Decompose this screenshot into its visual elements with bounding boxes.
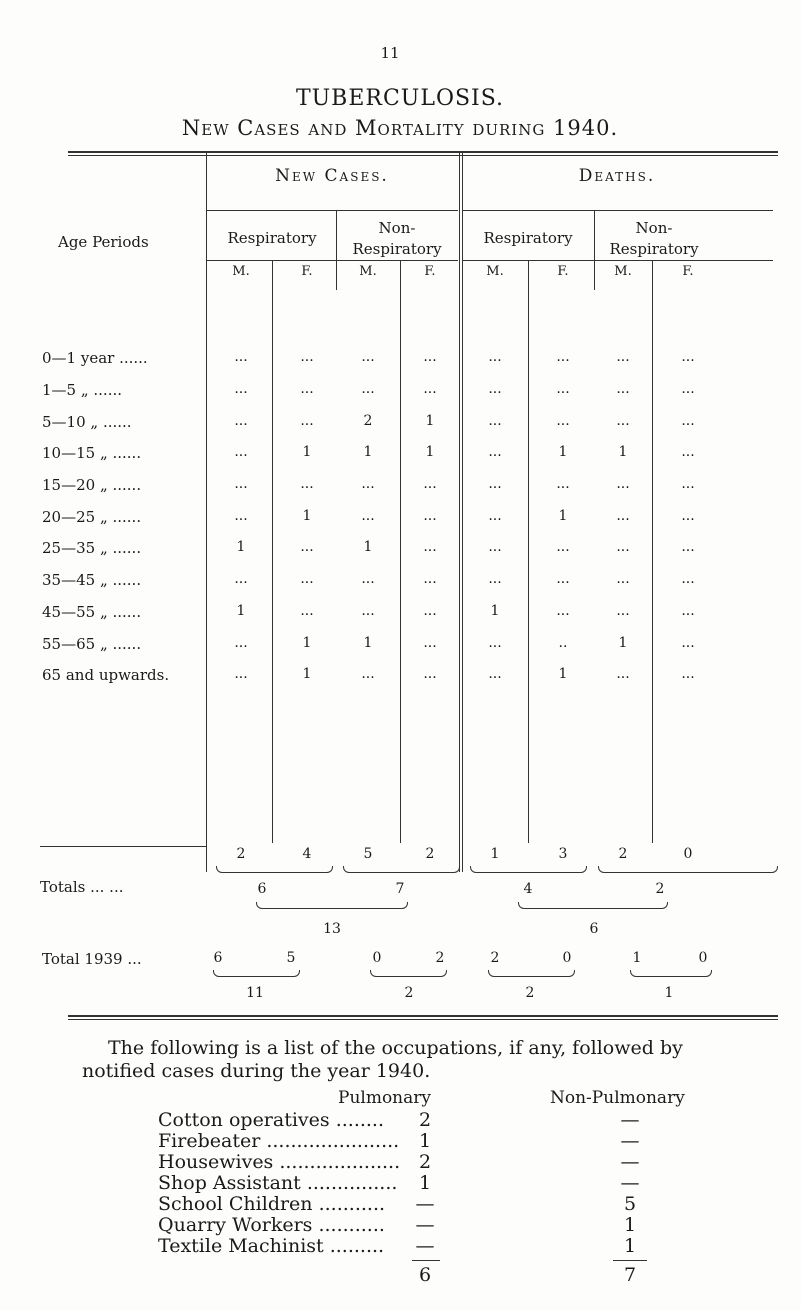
table-cell: ... — [616, 476, 630, 492]
table-cell: 1 — [425, 413, 435, 429]
nc-respiratory-header: Respiratory — [227, 229, 317, 247]
occupations-intro-2: notified cases during the year 1940. — [82, 1060, 431, 1082]
table-cell: ... — [234, 508, 248, 524]
col-rule — [652, 260, 653, 843]
table-cell: ... — [488, 349, 502, 365]
occupation-pulmonary: — — [415, 1235, 435, 1257]
table-cell: ... — [556, 539, 570, 555]
table-cell: ... — [681, 635, 695, 651]
table-cell: ... — [423, 539, 437, 555]
table-cell: ... — [234, 349, 248, 365]
total-cell: 2 — [618, 846, 628, 862]
occupation-name: Housewives .................... — [158, 1151, 401, 1173]
pair-sum: 4 — [523, 881, 533, 897]
age-label: 20—25 „ ...... — [42, 508, 142, 526]
table-cell: ... — [234, 635, 248, 651]
age-label: 25—35 „ ...... — [42, 539, 142, 557]
pair-sum-1939: 2 — [525, 985, 535, 1001]
col-rule — [272, 260, 273, 843]
age-footer-rule — [40, 846, 206, 847]
group-divider-rule — [459, 152, 460, 872]
occupation-pulmonary: 2 — [418, 1151, 432, 1173]
group-brace — [256, 902, 408, 909]
nc-sub-rule — [336, 210, 337, 290]
table-cell: 1 — [302, 444, 312, 460]
page-title: TUBERCULOSIS. — [295, 86, 505, 111]
pair-sum-1939: 1 — [664, 985, 674, 1001]
total-1939-cell: 0 — [372, 950, 382, 966]
table-cell: ... — [681, 381, 695, 397]
table-cell: ... — [556, 603, 570, 619]
table-cell: 1 — [302, 508, 312, 524]
pulmonary-sum-rule — [412, 1260, 440, 1261]
occupation-name: Shop Assistant ............... — [158, 1172, 398, 1194]
occupations-intro: The following is a list of the occupations, if any, followed by — [108, 1037, 683, 1059]
age-label: 45—55 „ ...... — [42, 603, 142, 621]
group-sum: 6 — [589, 921, 599, 937]
table-cell: ... — [488, 539, 502, 555]
table-cell: ... — [556, 349, 570, 365]
d-sex-rule — [463, 260, 773, 261]
table-cell: ... — [681, 539, 695, 555]
pair-brace — [370, 970, 447, 977]
table-cell: ... — [423, 508, 437, 524]
non-pulmonary-sum-rule — [613, 1260, 647, 1261]
age-label: 5—10 „ ...... — [42, 413, 132, 431]
table-bottom-rule-thin — [68, 1019, 778, 1020]
col-rule — [528, 260, 529, 843]
table-cell: 1 — [302, 666, 312, 682]
occupation-non-pulmonary: — — [620, 1151, 640, 1173]
table-cell: ... — [234, 444, 248, 460]
table-cell: ... — [361, 476, 375, 492]
pair-brace — [630, 970, 712, 977]
table-cell: ... — [616, 381, 630, 397]
deaths-header: Deaths. — [578, 166, 656, 186]
occupation-non-pulmonary: — — [620, 1172, 640, 1194]
table-cell: ... — [361, 666, 375, 682]
sex-label: F. — [557, 264, 569, 279]
occupation-pulmonary: 2 — [418, 1109, 432, 1131]
table-cell: ... — [488, 508, 502, 524]
pair-sum-1939: 2 — [404, 985, 414, 1001]
occupation-pulmonary: 1 — [418, 1130, 432, 1152]
total-cell: 4 — [302, 846, 312, 862]
table-cell: ... — [681, 508, 695, 524]
totals-label: Totals ... ... — [40, 878, 124, 896]
group-brace — [518, 902, 668, 909]
age-label: 55—65 „ ...... — [42, 635, 142, 653]
table-cell: ... — [234, 476, 248, 492]
table-cell: 1 — [236, 603, 246, 619]
table-top-rule — [68, 151, 778, 153]
occupation-name: Cotton operatives ........ — [158, 1109, 385, 1131]
table-cell: ... — [556, 413, 570, 429]
pair-sum: 2 — [655, 881, 665, 897]
occupation-pulmonary: — — [415, 1214, 435, 1236]
group-sum: 13 — [323, 921, 341, 937]
total-1939-cell: 0 — [562, 950, 572, 966]
table-cell: ... — [488, 571, 502, 587]
occupation-pulmonary: — — [415, 1193, 435, 1215]
table-cell: ... — [681, 571, 695, 587]
occupation-non-pulmonary: 1 — [623, 1214, 637, 1236]
table-cell: ... — [681, 603, 695, 619]
table-cell: 1 — [236, 539, 246, 555]
table-cell: ... — [616, 539, 630, 555]
total-cell: 5 — [363, 846, 373, 862]
pulmonary-total: 6 — [418, 1264, 432, 1286]
table-cell: ... — [234, 381, 248, 397]
table-cell: ... — [234, 571, 248, 587]
table-cell: 1 — [363, 539, 373, 555]
table-cell: ... — [234, 666, 248, 682]
table-cell: ... — [616, 413, 630, 429]
pair-sum: 7 — [395, 881, 405, 897]
table-cell: 1 — [558, 508, 568, 524]
age-label: 65 and upwards. — [42, 666, 170, 684]
table-cell: ... — [423, 635, 437, 651]
table-cell: ... — [488, 444, 502, 460]
occupation-non-pulmonary: 5 — [623, 1193, 637, 1215]
table-cell: 1 — [558, 444, 568, 460]
page-number: 11 — [380, 44, 400, 62]
pair-brace — [216, 866, 333, 873]
table-cell: ... — [616, 666, 630, 682]
table-cell: ... — [616, 508, 630, 524]
total-cell: 1 — [490, 846, 500, 862]
sex-label: M. — [232, 264, 250, 279]
pair-sum: 6 — [257, 881, 267, 897]
table-cell: ... — [423, 349, 437, 365]
table-cell: ... — [556, 476, 570, 492]
table-cell: 2 — [363, 413, 373, 429]
pair-brace — [470, 866, 587, 873]
pair-brace — [213, 970, 300, 977]
pair-sum-1939: 11 — [246, 985, 264, 1001]
table-cell: ... — [300, 571, 314, 587]
table-cell: ... — [361, 381, 375, 397]
table-cell: ... — [300, 381, 314, 397]
d-non-respiratory-header: Non-Respiratory — [609, 219, 699, 258]
table-cell: ... — [556, 381, 570, 397]
total-1939-cell: 0 — [698, 950, 708, 966]
table-cell: 1 — [558, 666, 568, 682]
page-subtitle: New Cases and Mortality during 1940. — [181, 116, 619, 140]
table-cell: ... — [423, 381, 437, 397]
occupation-name: Textile Machinist ......... — [158, 1235, 385, 1257]
total-1939-cell: 2 — [490, 950, 500, 966]
age-label: 1—5 „ ...... — [42, 381, 123, 399]
occupation-name: School Children ........... — [158, 1193, 386, 1215]
table-cell: ... — [300, 539, 314, 555]
non-pulmonary-total: 7 — [623, 1264, 637, 1286]
total-1939-label: Total 1939 ... — [42, 950, 142, 968]
table-cell: ... — [423, 666, 437, 682]
pair-brace — [343, 866, 460, 873]
table-cell: 1 — [425, 444, 435, 460]
deaths-rule — [463, 210, 773, 211]
table-cell: ... — [488, 381, 502, 397]
table-cell: ... — [616, 571, 630, 587]
sex-label: M. — [614, 264, 632, 279]
occupation-non-pulmonary: — — [620, 1109, 640, 1131]
occupation-non-pulmonary: — — [620, 1130, 640, 1152]
sex-label: M. — [359, 264, 377, 279]
occupation-name: Firebeater ...................... — [158, 1130, 400, 1152]
table-cell: 1 — [363, 635, 373, 651]
table-cell: ... — [681, 666, 695, 682]
table-cell: ... — [234, 413, 248, 429]
table-cell: ... — [681, 349, 695, 365]
table-cell: ... — [556, 571, 570, 587]
col-rule — [400, 260, 401, 843]
table-cell: ... — [300, 349, 314, 365]
total-1939-cell: 2 — [435, 950, 445, 966]
occupation-non-pulmonary: 1 — [623, 1235, 637, 1257]
total-cell: 2 — [425, 846, 435, 862]
table-cell: ... — [488, 666, 502, 682]
total-cell: 3 — [558, 846, 568, 862]
age-label: 0—1 year ...... — [42, 349, 148, 367]
occupation-pulmonary: 1 — [418, 1172, 432, 1194]
table-cell: ... — [616, 603, 630, 619]
table-cell: ... — [488, 476, 502, 492]
total-cell: 2 — [236, 846, 246, 862]
table-cell: ... — [681, 476, 695, 492]
new-cases-header: New Cases. — [275, 166, 389, 186]
table-bottom-rule — [68, 1015, 778, 1017]
total-1939-cell: 6 — [213, 950, 223, 966]
age-label: 35—45 „ ...... — [42, 571, 142, 589]
non-pulmonary-header: Non-Pulmonary — [550, 1088, 685, 1108]
d-respiratory-header: Respiratory — [483, 229, 573, 247]
sex-label: M. — [486, 264, 504, 279]
new-cases-rule — [207, 210, 458, 211]
age-label: 10—15 „ ...... — [42, 444, 142, 462]
pulmonary-header: Pulmonary — [338, 1088, 431, 1108]
table-cell: ... — [300, 413, 314, 429]
table-cell: ... — [681, 413, 695, 429]
table-cell: ... — [361, 603, 375, 619]
age-periods-header: Age Periods — [58, 233, 149, 251]
sex-label: F. — [424, 264, 436, 279]
sex-label: F. — [682, 264, 694, 279]
age-label: 15—20 „ ...... — [42, 476, 142, 494]
table-cell: 1 — [302, 635, 312, 651]
d-sub-rule — [594, 210, 595, 290]
total-1939-cell: 5 — [286, 950, 296, 966]
table-cell: ... — [681, 444, 695, 460]
nc-sex-rule — [207, 260, 458, 261]
sex-label: F. — [301, 264, 313, 279]
occupation-name: Quarry Workers ........... — [158, 1214, 385, 1236]
pair-brace — [598, 866, 778, 873]
table-cell: ... — [616, 349, 630, 365]
table-cell: 1 — [618, 444, 628, 460]
table-cell: ... — [300, 476, 314, 492]
table-cell: ... — [423, 571, 437, 587]
table-cell: 1 — [618, 635, 628, 651]
pair-brace — [488, 970, 575, 977]
table-cell: ... — [423, 603, 437, 619]
total-1939-cell: 1 — [632, 950, 642, 966]
table-cell: ... — [361, 571, 375, 587]
table-cell: ... — [361, 508, 375, 524]
table-cell: ... — [361, 349, 375, 365]
table-cell: 1 — [363, 444, 373, 460]
table-cell: ... — [423, 476, 437, 492]
table-cell: ... — [488, 635, 502, 651]
table-cell: ... — [300, 603, 314, 619]
nc-non-respiratory-header: Non-Respiratory — [352, 219, 442, 258]
total-cell: 0 — [683, 846, 693, 862]
table-top-rule-thin — [68, 155, 778, 156]
table-cell: ... — [488, 413, 502, 429]
table-cell: 1 — [490, 603, 500, 619]
table-cell: .. — [558, 635, 568, 651]
